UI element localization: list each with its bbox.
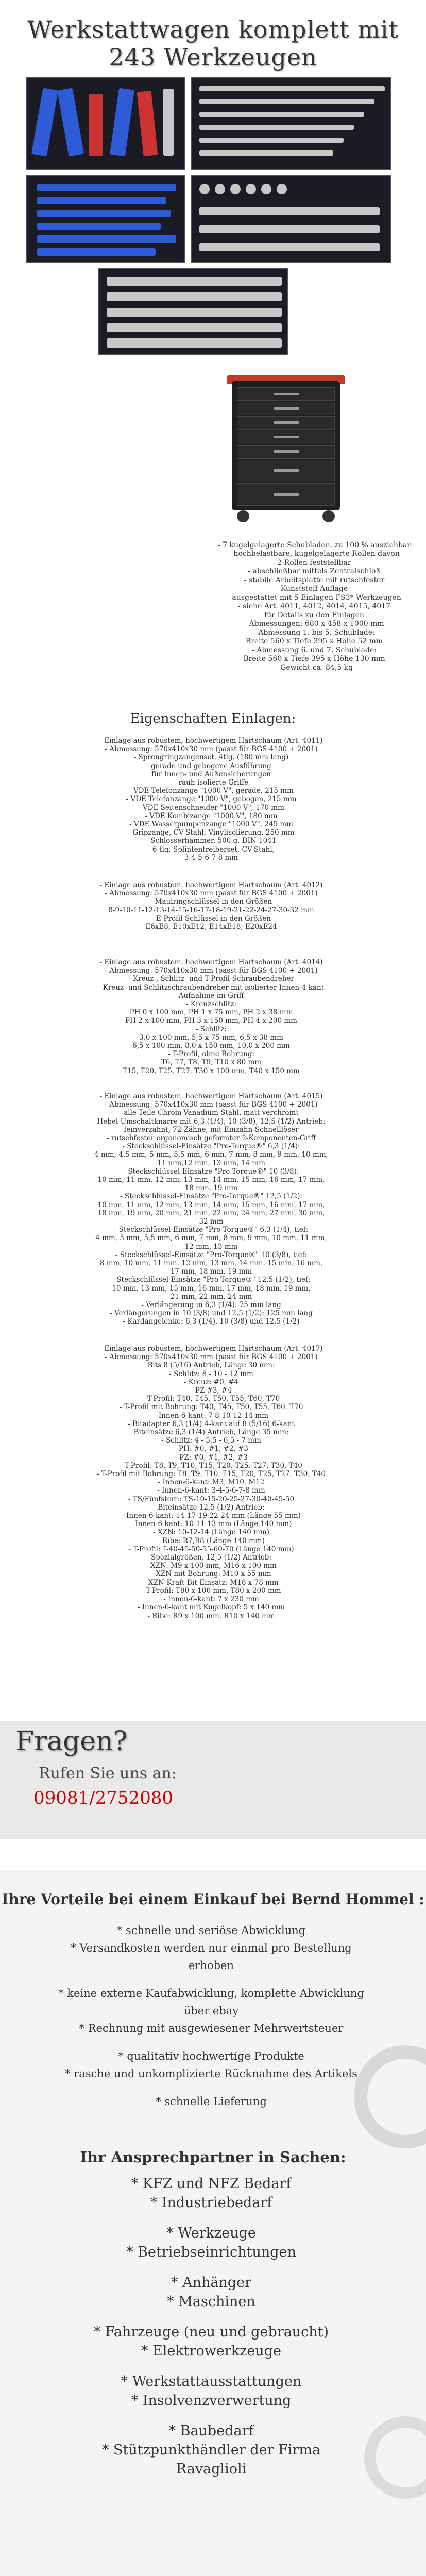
feature-line: - abschließbar mittels Zentralschloß xyxy=(248,567,381,575)
tire-decoration xyxy=(364,2416,426,2499)
einlage-line: - T-Profil: T8, T9, T10, T15, T20, T25, T27, T30, T40 xyxy=(120,1461,302,1470)
tool-shape xyxy=(107,323,282,332)
einlage-line: - Steckschlüssel-Einsätze "Pro-Torque®" 10 (3/8), tief: xyxy=(115,1250,308,1259)
einlage-line: - XZN mit Bohrung: M10 x 55 mm xyxy=(151,1570,271,1579)
tray-photo-sockets xyxy=(191,175,391,263)
tool-shape xyxy=(137,91,158,156)
tool-shape xyxy=(246,184,256,194)
feature-line: - 7 kugelgelagerte Schubladen, zu 100 % ausziehbar xyxy=(217,541,411,549)
tool-shape xyxy=(199,225,380,233)
product-photos xyxy=(10,77,402,376)
ansprech-item: * Fahrzeuge (neu und gebraucht) xyxy=(93,2324,329,2340)
einlage-line: PH 2 x 100 mm, PH 3 x 150 mm, PH 4 x 200 mm xyxy=(125,1016,297,1025)
tray-photo-wrenches xyxy=(191,77,391,170)
tool-shape xyxy=(199,243,380,251)
einlage-line: - TS/Fünfstern: TS-10-15-20-25-27-30-40-45-50 xyxy=(128,1495,295,1503)
einlage-line: - Einlage aus robustem, hochwertigem Hartschaum (Art. 4011) xyxy=(99,737,323,745)
einlage-line: 12 mm, 13 mm xyxy=(184,1242,238,1251)
einlage-line: 10 mm, 13 mm, 15 mm, 16 mm, 17 mm, 18 mm, 19 mm, xyxy=(112,1284,311,1293)
tool-shape xyxy=(107,338,282,348)
einlage-line: 18 mm, 19 mm, 20 mm, 21 mm, 22 mm, 24 mm, 27 mm, 30 mm, xyxy=(97,1209,325,1217)
einlage-line: - Kreuz-, Schlitz- und T-Profil-Schraubendreher xyxy=(128,975,294,984)
einlage-line: - Abmessung: 570x410x30 mm (passt für BGS 4100 + 2001) xyxy=(105,745,318,754)
cart-wheel xyxy=(237,510,249,522)
einlage-block-4011 xyxy=(62,737,361,862)
questions-subtitle: Rufen Sie uns an: xyxy=(39,1765,177,1783)
title-line-2: 243 Werkzeugen xyxy=(109,43,317,71)
einlage-line: 10 mm, 11 mm, 12 mm, 13 mm, 14 mm, 15 mm, 16 mm, 17 mm, xyxy=(97,1176,325,1184)
einlage-line: 10 mm, 11 mm, 12 mm, 13 mm, 14 mm, 15 mm, 16 mm, 17 mm, xyxy=(97,1200,325,1209)
ansprech-item: * Elektrowerkzeuge xyxy=(141,2343,281,2359)
ansprech-item: * KFZ und NFZ Bedarf xyxy=(131,2176,292,2192)
einlage-line: 8 mm, 10 mm, 11 mm, 12 mm, 13 mm, 14 mm, 15 mm, 16 mm, xyxy=(99,1259,323,1268)
feature-line: - Abmessungen: 680 x 458 x 1000 mm xyxy=(244,620,384,628)
ansprech-item: * Stützpunkthändler der Firma Ravaglioli xyxy=(101,2442,321,2477)
einlage-line: 8-9-10-11-12-13-14-15-16-17-18-19-21-22-24-27-30-32 mm xyxy=(108,906,314,914)
einlage-line: - T-Profil mit Bohrung: T8, T9, T10, T15, T20, T25, T27, T30, T40 xyxy=(97,1470,326,1479)
tool-shape xyxy=(89,94,103,156)
feature-line: Breite 560 x Tiefe 395 x Höhe 52 mm xyxy=(245,637,383,646)
vorteile-list xyxy=(46,1922,376,2110)
einlage-line: - 6-tlg. Splintentreiberset, CV-Stahl, xyxy=(148,845,275,854)
tool-shape xyxy=(37,235,176,243)
feature-line: - Abmessung 1. bis 5. Schublade: xyxy=(253,629,375,637)
tool-shape xyxy=(215,184,225,194)
tray-photo-bits xyxy=(98,268,288,355)
ansprech-item: * Betriebseinrichtungen xyxy=(126,2244,296,2260)
feature-line: - siehe Art. 4011, 4012, 4014, 4015, 4017 xyxy=(238,602,390,611)
tray-photo-screwdrivers xyxy=(26,175,185,263)
einlage-line: 11 mm,12 mm, 13 mm, 14 mm xyxy=(157,1159,265,1167)
einlage-line: 4 mm, 4,5 mm, 5 mm, 5,5 mm, 6 mm, 7 mm, 8 mm, 9 mm, 10 mm, xyxy=(94,1150,328,1159)
einlage-line: - rauh isolierte Griffe xyxy=(174,778,249,787)
feature-line: Breite 560 x Tiefe 395 x Höhe 130 mm xyxy=(243,655,385,663)
einlage-line: 17 mm, 18 mm, 19 mm xyxy=(170,1267,252,1276)
cart-drawer xyxy=(237,402,335,415)
vorteil-item: * schnelle und seriöse Abwicklung xyxy=(116,1924,306,1937)
einlage-line: - Verlängerung in 6,3 (1/4): 75 mm lang xyxy=(141,1301,281,1310)
cart-drawer xyxy=(237,460,335,482)
tool-shape xyxy=(277,184,287,194)
ansprech-title: Ihr Ansprechpartner in Sachen: xyxy=(80,2148,346,2166)
einlage-line: - Kreuz- und Schlitzschraubendreher mit isolierter Innen-4-kant xyxy=(98,983,325,992)
einlage-line: - Ribe: R9 x 100 mm, R10 x 140 mm xyxy=(147,1612,275,1620)
cart-drawer xyxy=(237,387,335,401)
title-line-1: Werkstattwagen komplett mit xyxy=(27,15,399,43)
cart-drawer xyxy=(237,431,335,444)
questions-title: Fragen? xyxy=(15,1726,128,1757)
einlage-line: - Verlängerungen in 10 (3/8) und 12,5 (1/2): 125 mm lang xyxy=(110,1309,313,1318)
einlage-line: 3-4-5-6-7-8 mm xyxy=(184,853,238,862)
einlage-line: - Steckschlüssel-Einsätze "Pro-Torque®" 6,3 (1/4), tief: xyxy=(114,1226,309,1234)
vorteil-item: * schnelle Lieferung xyxy=(156,2095,267,2108)
einlage-line: feinverzahnt, 72 Zähne, mit Einzahn-Schnelllöser xyxy=(124,1125,299,1134)
einlage-line: - Ribe: R7,R8 (Länge 140 mm) xyxy=(158,1536,265,1545)
tool-shape xyxy=(199,99,374,104)
page-title xyxy=(5,15,421,71)
einlage-line: - Gripzange, CV-Stahl, Vinylisolierung, 250 mm xyxy=(128,828,295,837)
einlage-line: - Schlitz: 8 - 10 - 12 mm xyxy=(169,1369,253,1378)
einlage-line: - XZN-Kraft-Bit-Einsatz: M18 x 78 mm xyxy=(144,1578,279,1587)
einlage-line: - Maulringschlüssel in den Größen xyxy=(150,897,272,906)
einlage-line: - Abmessung: 570x410x30 mm (passt für BGS 4100 + 2001) xyxy=(105,889,318,898)
feature-line: - stabile Arbeitsplatte mit rutschfester xyxy=(244,576,385,584)
einlage-line: - Einlage aus robustem, hochwertigem Hartschaum (Art. 4015) xyxy=(99,1092,323,1100)
einlage-line: Hebel-Umschaltknarre mit 6,3 (1/4), 10 (3/8), 12,5 (1/2) Antrieb: xyxy=(97,1117,326,1126)
einlage-line: - Steckschlüssel-Einsätze "Pro-Torque®" 12,5 (1/2): xyxy=(120,1192,302,1201)
vorteil-item: * keine externe Kaufabwicklung, komplette Abwicklung über ebay xyxy=(58,1987,364,2017)
questions-phone[interactable]: 09081/2752080 xyxy=(33,1788,174,1808)
einlage-block-4014 xyxy=(62,958,361,1075)
einlage-line: Biteinsätze 6,3 (1/4) Antrieb, Länge 35 mm: xyxy=(133,1428,289,1437)
einlage-line: für Innen- und Außensicherungen xyxy=(151,770,271,778)
vorteil-item: * Versandkosten werden nur einmal pro Bestellung erhoben xyxy=(71,1942,352,1972)
einlage-line: Biteinsätze 12,5 (1/2) Antrieb: xyxy=(158,1503,265,1512)
tool-shape xyxy=(31,88,58,156)
ansprech-list xyxy=(72,2174,350,2479)
einlage-line: - E-Profil-Schlüssel in den Größen xyxy=(151,914,271,923)
einlage-line: - Innen-6-kant: M3, M10, M12 xyxy=(158,1478,265,1487)
einlage-line: - T-Profil: T-40-45-50-55-60-70 (Länge 140 mm) xyxy=(128,1545,294,1553)
einlage-line: - T-Profil: T80 x 100 mm, T80 x 200 mm xyxy=(141,1586,281,1595)
tool-shape xyxy=(37,184,176,191)
einlage-line: - VDE Telefonzange "1000 V", gebogen, 215 mm xyxy=(126,795,297,804)
einlage-line: 32 mm xyxy=(199,1217,224,1226)
tool-shape xyxy=(261,184,271,194)
tool-shape xyxy=(107,277,282,286)
einlage-line: - rutschfester ergonomisch geformter 2-Komponenten-Griff xyxy=(106,1134,316,1143)
einlage-line: PH 0 x 100 mm, PH 1 x 75 mm, PH 2 x 38 mm xyxy=(129,1008,293,1017)
tool-shape xyxy=(199,184,210,194)
einlage-line: - Kreuzschlitz: xyxy=(185,1000,237,1009)
tool-shape xyxy=(37,223,161,230)
einlage-line: - VDE Telefonzange "1000 V", gerade, 215 mm xyxy=(129,787,294,795)
einlage-line: E6xE8, E10xE12, E14xE18, E20xE24 xyxy=(145,923,277,931)
einlage-line: - PZ: #0, #1, #2, #3 xyxy=(175,1453,248,1462)
feature-line: Kunststoff-Auflage xyxy=(280,585,348,593)
tool-shape xyxy=(199,125,354,130)
einlage-line: 6,5 x 100 mm, 8,0 x 150 mm, 10,0 x 200 mm xyxy=(132,1042,290,1050)
tool-shape xyxy=(230,184,241,194)
einlage-line: - VDE Kombizange "1000 V", 180 mm xyxy=(145,811,278,820)
feature-line: 2 Rollen feststellbar xyxy=(277,558,351,567)
einlage-line: - Schlitz: xyxy=(195,1025,227,1033)
ansprech-item: * Anhänger xyxy=(171,2275,251,2291)
feature-line: - Abmessung 6. und 7. Schublade: xyxy=(252,646,377,654)
einlage-line: - VDE Seitenschneider "1000 V", 170 mm xyxy=(138,803,284,812)
einlage-line: - Innen-6-kant mit Kugelkopf: 5 x 140 mm xyxy=(137,1603,285,1612)
cart-drawer xyxy=(237,483,335,506)
einlage-line: Bits 8 (5/16) Antrieb, Länge 30 mm: xyxy=(147,1361,275,1370)
einlage-line: - PH: #0, #1, #2, #3 xyxy=(174,1445,248,1453)
einlage-line: - T-Profil mit Bohrung: T40, T45, T50, T55, T60, T70 xyxy=(119,1403,303,1412)
ansprech-item: * Insolvenzverwertung xyxy=(131,2393,292,2409)
tool-shape xyxy=(37,248,156,256)
ansprech-item: * Werkstattausstattungen xyxy=(121,2374,302,2389)
einlage-line: 3,0 x 100 mm, 5,5 x 75 mm, 6,5 x 38 mm xyxy=(139,1033,283,1042)
einlage-line: - Einlage aus robustem, hochwertigem Hartschaum (Art. 4014) xyxy=(99,958,323,967)
cart-drawer xyxy=(237,445,335,459)
tool-shape xyxy=(37,197,166,204)
feature-line: für Details zu den Einlagen xyxy=(264,611,364,619)
einlage-line: alle Teile Chrom-Vanadium-Stahl, matt verchromt xyxy=(124,1109,299,1117)
einlage-line: 4 mm, 5 mm, 5,5 mm, 6 mm, 7 mm, 8 mm, 9 mm, 10 mm, 11 mm, xyxy=(95,1234,327,1243)
einlage-line: - Einlage aus robustem, hochwertigem Hartschaum (Art. 4012) xyxy=(99,881,323,889)
feature-line: - hochbelastbare, kugelgelagerte Rollen davon xyxy=(229,550,400,558)
einlage-block-4012 xyxy=(62,881,361,931)
einlage-line: - Innen-6-kant: 7-8-10-12-14 mm xyxy=(154,1411,268,1420)
tray-photo-pliers xyxy=(26,77,185,170)
einlage-line: Aufnahme im Griff xyxy=(178,991,244,1000)
einlagen-heading: Eigenschaften Einlagen: xyxy=(130,711,296,726)
einlage-line: - XZN: M9 x 100 mm, M16 x 100 mm xyxy=(146,1562,277,1570)
einlage-line: - T-Profil: T40, T45, T50, T55, T60, T70 xyxy=(142,1395,280,1403)
einlage-line: T6, T7, T8, T9, T10 x 80 mm xyxy=(161,1058,262,1067)
einlage-line: - Bitadapter 6,3 (1/4) 4-kant auf 8 (5/16) 6-kant xyxy=(128,1419,295,1428)
einlage-line: - T-Profil, ohne Bohrung: xyxy=(168,1050,254,1059)
einlage-line: - Abmessung: 570x410x30 mm (passt für BGS 4100 + 2001) xyxy=(105,967,318,975)
einlage-line: Spezialgrößen, 12,5 (1/2) Antrieb: xyxy=(151,1553,271,1562)
cart-drawer xyxy=(237,416,335,430)
einlage-line: - Steckschlüssel-Einsätze "Pro-Torque®" 10 (3/8): xyxy=(123,1167,299,1176)
tool-shape xyxy=(107,308,282,317)
einlage-line: 21 mm, 22 mm, 24 mm xyxy=(170,1292,252,1301)
cart-wheel xyxy=(322,510,335,522)
einlage-line: - Innen-6-kant: 7 x 230 mm xyxy=(163,1595,259,1604)
einlage-line: gerade und gebogene Ausführung xyxy=(151,761,271,770)
einlage-line: - VDE Wasserpumpenzange "1000 V", 245 mm xyxy=(129,820,293,829)
tool-cart-photo xyxy=(211,371,366,526)
ansprech-item: * Industriebedarf xyxy=(150,2195,272,2211)
ansprech-item: * Baubedarf xyxy=(168,2423,254,2439)
tool-shape xyxy=(110,88,134,157)
tool-shape xyxy=(199,86,385,91)
einlage-line: - Kreuz: #0, #4 xyxy=(183,1378,239,1386)
einlage-line: T15, T20, T25, T27, T30 x 100 mm, T40 x 150 mm xyxy=(123,1066,300,1075)
feature-list xyxy=(211,541,417,672)
tool-shape xyxy=(57,88,84,156)
vorteil-item: * qualitativ hochwertige Produkte xyxy=(118,2050,304,2062)
einlage-line: - Sprengringzangenset, 4tlg. (180 mm lang) xyxy=(133,753,289,762)
einlage-block-4017 xyxy=(62,1345,361,1620)
tool-shape xyxy=(199,150,333,156)
tool-shape xyxy=(199,138,344,143)
einlage-line: - XZN: 10-12-14 (Länge 140 mm) xyxy=(153,1528,269,1537)
feature-line: - ausgestattet mit 5 Einlagen FS3* Werkzeugen xyxy=(227,594,401,602)
ansprech-item: * Werkzeuge xyxy=(166,2225,256,2241)
tool-shape xyxy=(163,89,174,156)
tool-shape xyxy=(199,112,364,117)
einlage-line: - Abmessung: 570x410x30 mm (passt für BGS 4100 + 2001) xyxy=(105,1100,318,1109)
feature-line: - Gewicht ca. 84,5 kg xyxy=(275,664,353,672)
vorteil-item: * Rechnung mit ausgewiesener Mehrwertsteuer xyxy=(79,2022,344,2035)
einlage-line: - Schlitz: 4 - 5,5 - 6,5 - 7 mm xyxy=(161,1436,261,1445)
einlage-line: - Innen-6-kant: 3-4-5-6-7-8 mm xyxy=(157,1486,265,1495)
einlage-line: - Einlage aus robustem, hochwertigem Hartschaum (Art. 4017) xyxy=(99,1345,323,1353)
einlage-line: - Kardangelenke: 6,3 (1/4), 10 (3/8) und 12,5 (1/2) xyxy=(123,1317,300,1326)
ansprech-item: * Maschinen xyxy=(167,2294,255,2310)
tool-shape xyxy=(107,292,282,301)
einlage-line: - Innen-6-kant: 14-17-19-22-24 mm (Länge 55 mm) xyxy=(122,1512,301,1520)
tool-shape xyxy=(199,207,380,215)
einlage-line: - Steckschlüssel-Einsätze "Pro-Torque®" 12,5 (1/2), tief: xyxy=(112,1276,311,1284)
vorteil-item: * rasche und unkomplizierte Rücknahme des Artikels xyxy=(65,2067,357,2080)
vorteile-section xyxy=(0,1870,426,2576)
einlage-line: 18 mm, 19 mm xyxy=(184,1184,238,1193)
einlage-line: - PZ #3, #4 xyxy=(191,1386,232,1395)
tool-shape xyxy=(37,210,171,217)
einlage-block-4015 xyxy=(62,1092,361,1326)
einlage-line: - Steckschlüssel-Einsätze "Pro-Torque®" 6,3 (1/4): xyxy=(122,1142,300,1151)
einlage-line: - Schlosserhammer, 500 g, DIN 1041 xyxy=(146,837,277,845)
vorteile-title: Ihre Vorteile bei einem Einkauf bei Bernd Hommel : xyxy=(2,1891,424,1908)
einlage-line: - Abmessung: 570x410x30 mm (passt für BGS 4100 + 2001) xyxy=(105,1353,318,1362)
einlage-line: - Innen-6-kant: 10-11-13 mm (Länge 140 mm) xyxy=(130,1520,292,1529)
questions-banner xyxy=(0,1721,426,1839)
